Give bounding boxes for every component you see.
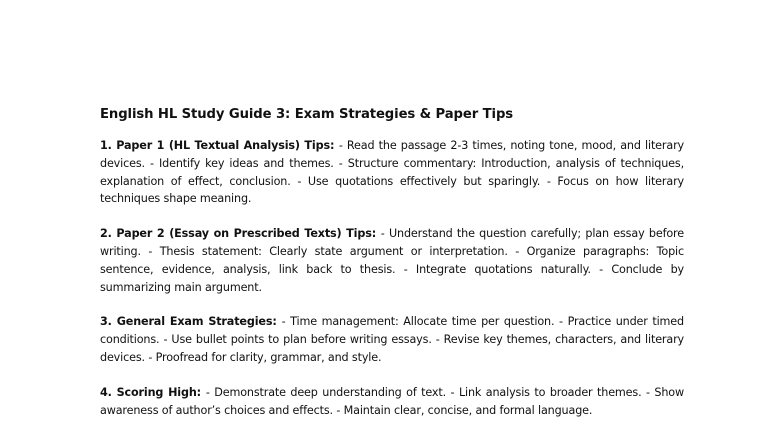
section-heading: 4. Scoring High: [100,385,206,399]
section-body: - Demonstrate deep understanding of text. - Link analysis to broader themes. - Show awareness of author’s choices and effects. - Maintain clear, concise, and formal language. [100,385,684,417]
section-body: - Time management: Allocate time per question. - Practice under timed conditions. - Use bullet points to plan before writing essays. - Revise key themes, characters, and literary devices. - Proofread for clarity, grammar, and style. [100,315,684,364]
section-paper-1 [100,137,684,208]
section-heading: 3. General Exam Strategies: [100,315,282,329]
document-content [100,106,684,436]
section-heading: 1. Paper 1 (HL Textual Analysis) Tips: [100,139,339,152]
section-body: - Read the passage 2-3 times, noting tone, mood, and literary devices. - Identify key ideas and themes. - Structure commentary: Introduction, analysis of techniques, explanation of effect, conclusion. - Use quotations effectively but sparingly. - Focus on how literary techniques shape meaning. [100,139,684,206]
section-body: - Understand the question carefully; plan essay before writing. - Thesis statement: Clearly state argument or interpretation. - Organize paragraphs: Topic sentence, evidence, analysis, link back to thesis. - Integrate quotations naturally. - Conclude by summarizing main argument. [100,227,684,294]
section-scoring-high [100,384,684,420]
page-title: English HL Study Guide 3: Exam Strategies & Paper Tips [100,107,514,122]
section-heading: 2. Paper 2 (Essay on Prescribed Texts) Tips: [100,227,381,241]
section-general-strategies [100,313,684,366]
section-paper-2 [100,225,684,296]
